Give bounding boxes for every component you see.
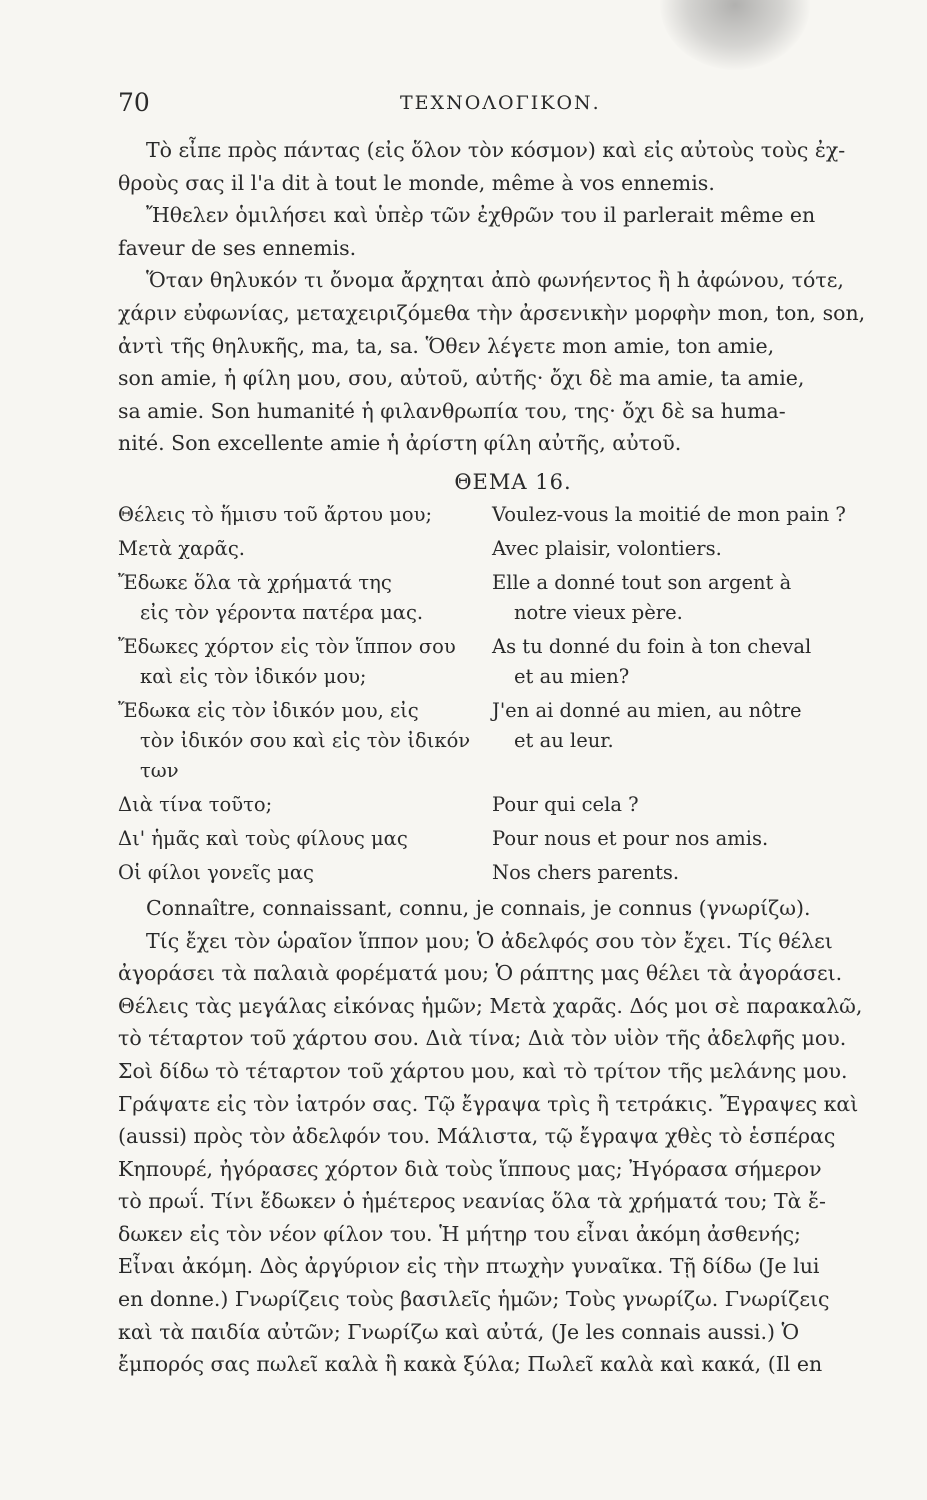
book-page	[118, 88, 868, 1381]
exercise-row	[118, 632, 868, 696]
exercise-row	[118, 824, 868, 858]
text-line: sa amie. Son humanité ἡ φιλανθρωπία του, της· ὄχι δὲ sa huma-	[118, 398, 786, 423]
exercise-row	[118, 568, 868, 632]
french-cell	[486, 500, 868, 534]
french-line: Elle a donné tout son argent à	[492, 570, 792, 594]
conjugation-line: Connaître, connaissant, connu, je connais, je connus (γνωρίζω).	[146, 895, 811, 920]
greek-line: Μετὰ χαρᾶς.	[118, 536, 245, 560]
greek-cell	[118, 824, 486, 858]
greek-line: Ἔδωκα εἰς τὸν ἰδικόν μου, εἰς	[118, 698, 419, 722]
text-line: son amie, ἡ φίλη μου, σου, αὐτοῦ, αὐτῆς· ὄχι δὲ ma amie, ta amie,	[118, 366, 805, 391]
page-header	[118, 88, 868, 128]
french-line: Voulez-vous la moitié de mon pain ?	[492, 502, 846, 526]
intro-paragraphs	[118, 134, 868, 460]
text-line: Τὸ εἶπε πρὸς πάντας (εἰς ὅλον τὸν κόσμον) καὶ εἰς αὐτοὺς τοὺς ἐχ-	[146, 138, 846, 162]
exercise-row	[118, 696, 868, 790]
text-line: (aussi) πρὸς τὸν ἀδελφόν του. Μάλιστα, τῷ ἔγραψα χθὲς τὸ ἑσπέρας	[118, 1124, 836, 1149]
text-line: τὸ τέταρτον τοῦ χάρτου σου. Διὰ τίνα; Διὰ τὸν υἱὸν τῆς ἀδελφῆς μου.	[118, 1026, 847, 1051]
greek-line: Δι' ἡμᾶς καὶ τοὺς φίλους μας	[118, 826, 408, 850]
text-line: Κηπουρέ, ἠγόρασες χόρτον διὰ τοὺς ἵππους μας; Ἠγόρασα σήμερον	[118, 1156, 822, 1181]
closing-paragraph	[118, 892, 868, 1381]
exercise-table	[118, 500, 868, 892]
text-line: Ἤθελεν ὁμιλήσει καὶ ὑπὲρ τῶν ἐχθρῶν του il parlerait même en	[146, 203, 816, 228]
french-line: J'en ai donné au mien, au nôtre	[492, 698, 802, 722]
french-line: Nos chers parents.	[492, 860, 680, 884]
text-line: nité. Son excellente amie ἡ ἀρίστη φίλη αὐτῆς, αὐτοῦ.	[118, 431, 682, 456]
text-line: ἀγοράσει τὰ παλαιὰ φορέματά μου; Ὁ ράπτης μας θέλει τὰ ἀγοράσει.	[118, 961, 843, 986]
french-cell	[486, 534, 868, 568]
greek-line: Ἔδωκες χόρτον εἰς τὸν ἵππον σου	[118, 634, 456, 658]
theme-title: ΘΕΜΑ 16.	[454, 469, 572, 494]
greek-line: Διὰ τίνα τοῦτο;	[118, 792, 273, 816]
french-cell	[486, 696, 868, 790]
greek-cell	[118, 632, 486, 696]
text-line: Γράψατε εἰς τὸν ἰατρόν σας. Τῷ ἔγραψα τρὶς ἢ τετράκις. Ἔγραψες καὶ	[118, 1091, 859, 1116]
exercise-row	[118, 534, 868, 568]
french-line: et au mien?	[514, 664, 630, 688]
greek-line: καὶ εἰς τὸν ἰδικόν μου;	[140, 664, 367, 688]
text-line: καὶ τὰ παιδία αὐτῶν; Γνωρίζω καὶ αὐτά, (Je les connais aussi.) Ὁ	[118, 1319, 800, 1344]
text-line: τὸ πρωΐ. Τίνι ἔδωκεν ὁ ἡμέτερος νεανίας ὅλα τὰ χρήματά του; Τὰ ἔ-	[118, 1189, 826, 1214]
greek-line: εἰς τὸν γέροντα πατέρα μας.	[140, 600, 424, 624]
french-cell	[486, 790, 868, 824]
exercise-row	[118, 858, 868, 892]
greek-cell	[118, 534, 486, 568]
greek-line: τὸν ἰδικόν σου καὶ εἰς τὸν ἰδικόν των	[140, 728, 471, 782]
page-number: 70	[118, 88, 150, 117]
exercise-row	[118, 500, 868, 534]
text-line: Σοὶ δίδω τὸ τέταρτον τοῦ χάρτου μου, καὶ τὸ τρίτον τῆς μελάνης μου.	[118, 1058, 848, 1083]
french-line: As tu donné du foin à ton cheval	[492, 634, 812, 658]
text-line: ἔμπορός σας πωλεῖ καλὰ ἢ κακὰ ξύλα; Πωλεῖ καλὰ καὶ κακά, (Il en	[118, 1352, 823, 1377]
greek-cell	[118, 790, 486, 824]
french-line: Pour nous et pour nos amis.	[492, 826, 769, 850]
greek-line: Οἱ φίλοι γονεῖς μας	[118, 860, 314, 884]
text-line: ἀντὶ τῆς θηλυκῆς, ma, ta, sa. Ὅθεν λέγετε mon amie, ton amie,	[118, 333, 775, 358]
french-line: Pour qui cela ?	[492, 792, 639, 816]
ink-blot	[660, 0, 810, 70]
text-line: Θέλεις τὰς μεγάλας εἰκόνας ἡμῶν; Μετὰ χαρᾶς. Δός μοι σὲ παρακαλῶ,	[118, 993, 863, 1018]
french-cell	[486, 824, 868, 858]
text-line: Εἶναι ἀκόμη. Δὸς ἀργύριον εἰς τὴν πτωχὴν γυναῖκα. Τῇ δίδω (Je lui	[118, 1254, 820, 1279]
french-cell	[486, 568, 868, 632]
text-line: Τίς ἔχει τὸν ὡραῖον ἵππον μου; Ὁ ἀδελφός σου τὸν ἔχει. Τίς θέλει	[146, 928, 833, 953]
text-line: Ὅταν θηλυκόν τι ὄνομα ἄρχηται ἀπὸ φωνήεντος ἢ h ἀφώνου, τότε,	[146, 268, 844, 293]
text-line: faveur de ses ennemis.	[118, 235, 357, 260]
french-cell	[486, 858, 868, 892]
greek-cell	[118, 858, 486, 892]
greek-cell	[118, 500, 486, 534]
exercise-row	[118, 790, 868, 824]
french-line: notre vieux père.	[514, 600, 683, 624]
french-cell	[486, 632, 868, 696]
text-line: en donne.) Γνωρίζεις τοὺς βασιλεῖς ἡμῶν; Τοὺς γνωρίζω. Γνωρίζεις	[118, 1287, 830, 1312]
text-line: δωκεν εἰς τὸν νέον φίλον του. Ἡ μήτηρ του εἶναι ἀκόμη ἀσθενής;	[118, 1221, 801, 1246]
french-line: et au leur.	[514, 728, 614, 752]
greek-cell	[118, 568, 486, 632]
text-line: θροὺς σας il l'a dit à tout le monde, même à vos ennemis.	[118, 170, 715, 195]
running-head: ΤΕΧΝΟΛΟΓΙΚΟΝ.	[400, 92, 601, 114]
greek-line: Ἔδωκε ὅλα τὰ χρήματά της	[118, 570, 392, 594]
greek-line: Θέλεις τὸ ἥμισυ τοῦ ἄρτου μου;	[118, 502, 433, 526]
text-line: χάριν εὐφωνίας, μεταχειριζόμεθα τὴν ἀρσενικὴν μορφὴν mon, ton, son,	[118, 300, 866, 325]
french-line: Avec plaisir, volontiers.	[492, 536, 722, 560]
greek-cell	[118, 696, 486, 790]
